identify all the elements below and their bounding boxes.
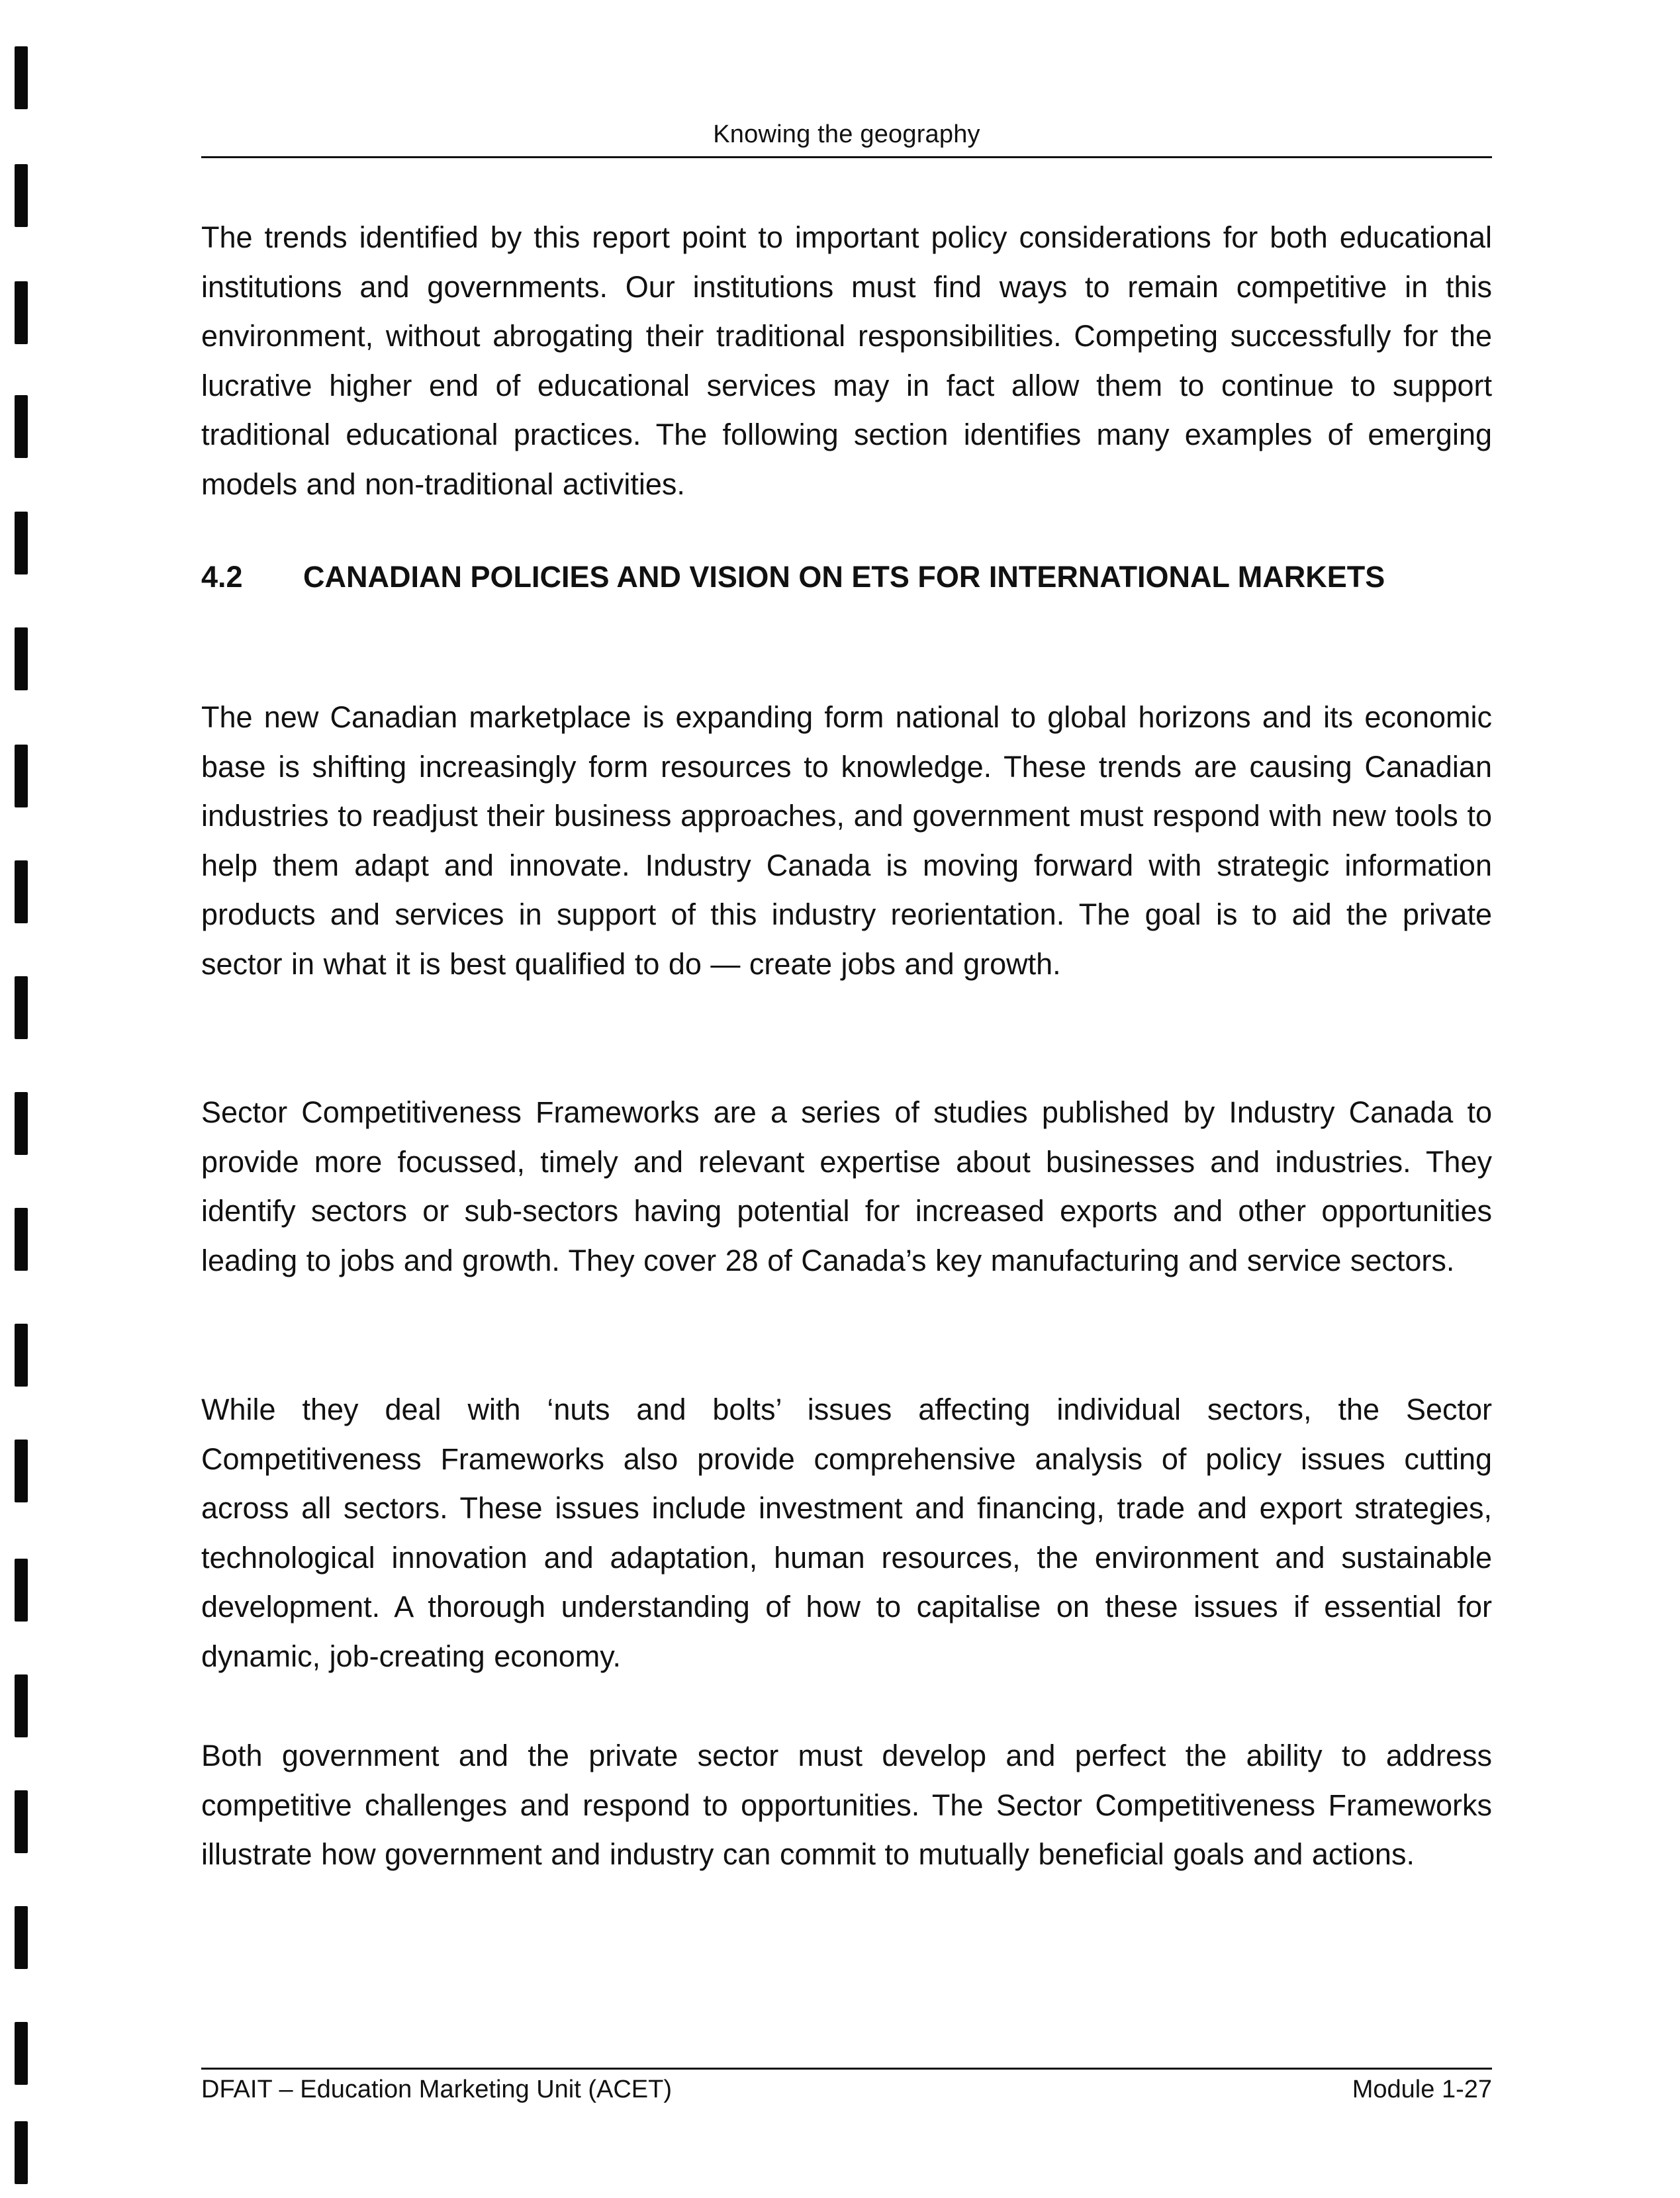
binder-mark	[15, 976, 28, 1039]
intro-paragraph-block	[201, 213, 1492, 509]
binder-mark	[15, 164, 28, 227]
document-page	[201, 0, 1492, 2198]
running-header: Knowing the geography	[713, 120, 980, 148]
binder-mark	[15, 1559, 28, 1622]
binder-mark	[15, 1092, 28, 1155]
intro-paragraph: The trends identified by this report point to important policy considerations for both educational institutions and governments. Our institutions must find ways to remain competitive in this environment, without abrogating their traditional responsibilities. Competing successfully for the lucrative higher end of educational services may in fact allow them to continue to support traditional educational practices. The following section identifies many examples of emerging models and non-traditional activities.	[201, 220, 1492, 501]
binder-mark	[15, 281, 28, 344]
section-paragraph-block	[201, 1088, 1492, 1285]
binder-mark	[15, 1906, 28, 1969]
section-paragraph-block	[201, 693, 1492, 989]
section-paragraph: The new Canadian marketplace is expanding form national to global horizons and its economic base is shifting increasingly form resources to knowledge. These trends are causing Canadian industries to readjust their business approaches, and government must respond with new tools to help them adapt and innovate. Industry Canada is moving forward with strategic information products and services in support of this industry reorientation. The goal is to aid the private sector in what it is best qualified to do — create jobs and growth.	[201, 700, 1492, 981]
section-paragraph-block	[201, 1731, 1492, 1880]
footer-source: DFAIT – Education Marketing Unit (ACET)	[201, 2076, 672, 2103]
footer-rule	[201, 2068, 1492, 2070]
header-rule	[201, 156, 1492, 158]
binder-mark	[15, 745, 28, 807]
section-paragraph: While they deal with ‘nuts and bolts’ issues affecting individual sectors, the Sector Competitiveness Frameworks also provide comprehensive analysis of policy issues cutting across all sectors. These issues include investment and financing, trade and export strategies, technological innovation and adaptation, human resources, the environment and sustainable development. A thorough understanding of how to capitalise on these issues if essential for dynamic, job-creating economy.	[201, 1393, 1492, 1673]
binder-mark	[15, 1674, 28, 1737]
section-paragraph: Both government and the private sector must develop and perfect the ability to address competitive challenges and respond to opportunities. The Sector Competitiveness Frameworks illustrate how government and industry can commit to mutually beneficial goals and actions.	[201, 1739, 1492, 1871]
footer-page-number: Module 1-27	[1352, 2076, 1492, 2103]
section-title: CANADIAN POLICIES AND VISION ON ETS FOR INTERNATIONAL MARKETS	[303, 560, 1385, 594]
binder-mark	[15, 1440, 28, 1502]
binder-mark	[15, 2121, 28, 2184]
binder-mark	[15, 395, 28, 458]
section-number: 4.2	[201, 560, 243, 594]
binder-mark	[15, 1790, 28, 1853]
binder-mark	[15, 1324, 28, 1387]
binder-mark	[15, 860, 28, 923]
binder-mark	[15, 1208, 28, 1271]
binder-mark	[15, 512, 28, 574]
binder-mark	[15, 46, 28, 109]
binder-hole-marks	[9, 0, 36, 2198]
binder-mark	[15, 627, 28, 690]
section-paragraph-block	[201, 1385, 1492, 1681]
section-paragraph: Sector Competitiveness Frameworks are a series of studies published by Industry Canada to provide more focussed, timely and relevant expertise about businesses and industries. They identify sectors or sub-sectors having potential for increased exports and other opportunities leading to jobs and growth. They cover 28 of Canada’s key manufacturing and service sectors.	[201, 1095, 1492, 1277]
binder-mark	[15, 2022, 28, 2085]
